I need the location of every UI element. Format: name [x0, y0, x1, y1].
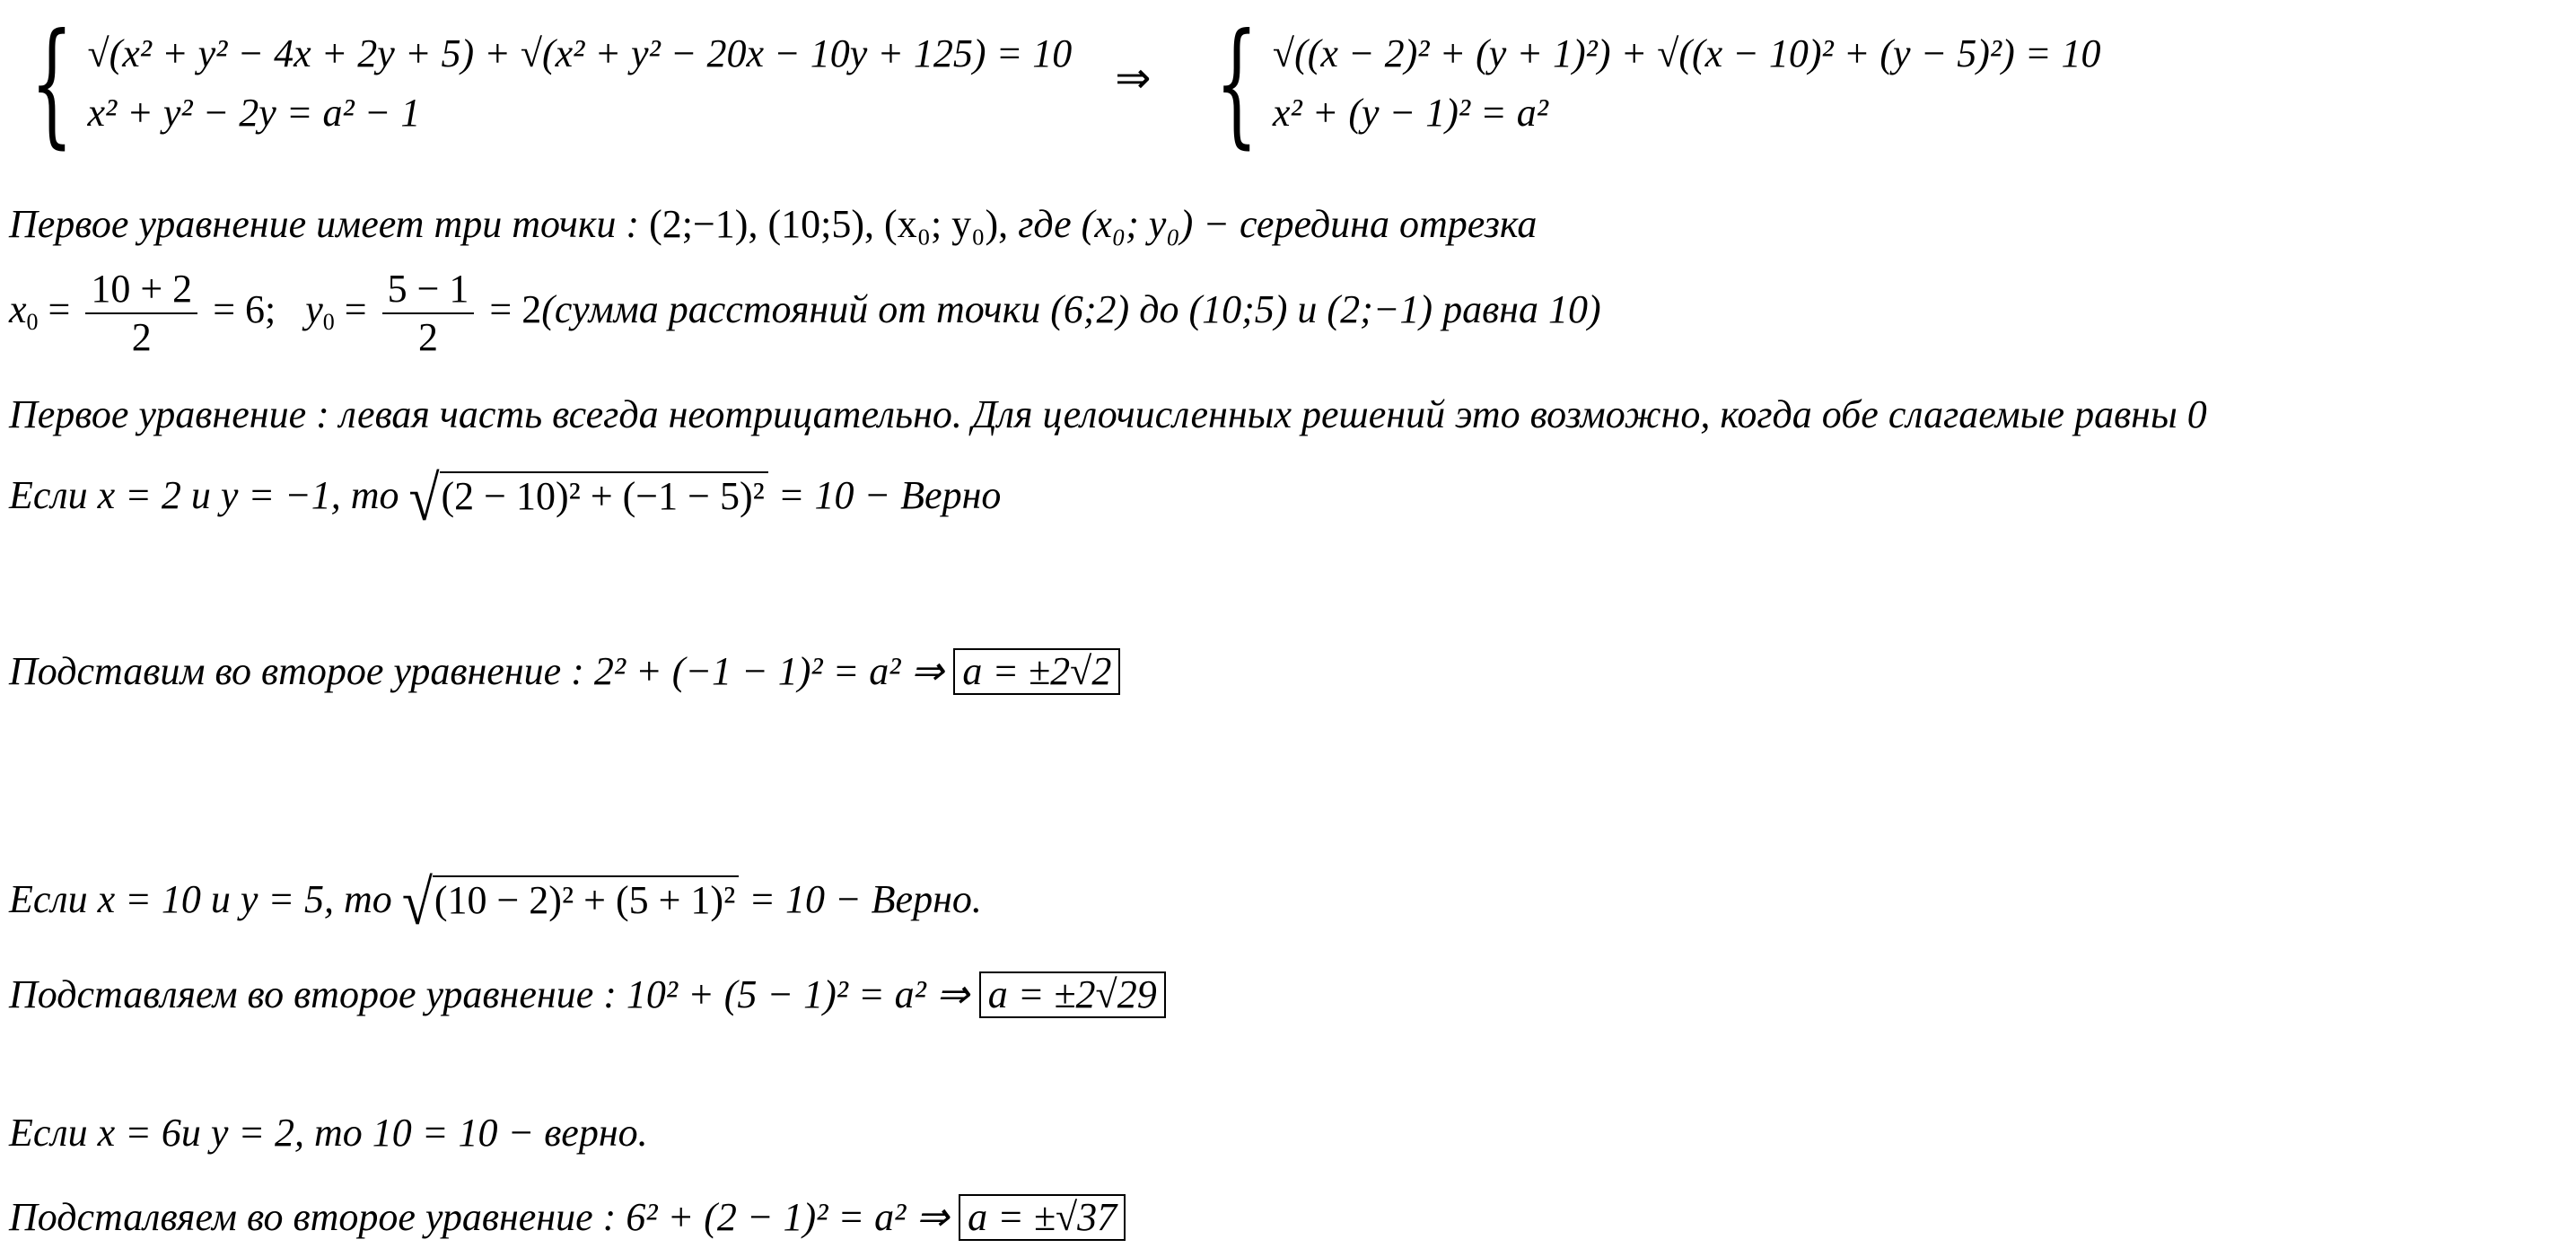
y0-numerator: 5 − 1 — [382, 269, 475, 314]
x0-denominator: 2 — [131, 315, 152, 359]
case-3-substitution — [9, 1194, 1126, 1241]
case-2-subst-text: Подставляем во второе уравнение : — [9, 972, 617, 1016]
left-brace-icon: { — [30, 5, 74, 162]
x0-value: = 6; — [213, 287, 276, 332]
system-1-row-1: √(x² + y² − 4x + 2y + 5) + √(x² + y² − 20x − 10y + 125) = 10 — [87, 31, 1073, 75]
left-brace-icon: { — [1215, 5, 1259, 162]
case-1-check — [9, 463, 1002, 535]
points-line — [9, 202, 1538, 246]
case-2-check — [9, 867, 982, 939]
points-math: (2;−1), (10;5), (x₀; y₀), — [649, 202, 1009, 246]
case-1-sqrt-arg: (2 − 10)² + (−1 − 5)² — [440, 471, 768, 527]
x0-numerator: 10 + 2 — [85, 269, 197, 314]
points-tail: где (x₀; y₀) − середина отрезка — [1018, 202, 1538, 246]
system-1-row-2: x² + y² − 2y = a² − 1 — [87, 91, 421, 135]
first-equation-note: Первое уравнение : левая часть всегда неотрицательно. Для целочисленных решений это возможно, когда обе слагаемые равны 0 — [9, 392, 2207, 436]
midpoint-line: $x_0$ = $\frac{10 + 2}{2}$ = 6; $y_0$ = $\frac{5 - 1}{2}$ = 2(сумма расстояний от точки (6;2) до (10;5) и (2;−1) равна 10) — [9, 267, 1601, 359]
system-2 — [1194, 5, 2101, 162]
case-2-condition: Если x = 10 и y = 5, то — [9, 877, 392, 922]
case-1-rhs: = 10 − Верно — [777, 473, 1002, 518]
case-2-rhs: = 10 − Верно. — [749, 877, 982, 922]
case-3-check: Если x = 6и y = 2, то 10 = 10 − верно. — [9, 1111, 648, 1155]
system-2-row-2: x² + (y − 1)² = a² — [1272, 91, 1548, 135]
y0-denominator: 2 — [418, 315, 438, 359]
case-2-substitution — [9, 971, 1166, 1018]
system-1 — [9, 5, 1073, 162]
y0-fraction — [382, 269, 475, 357]
case-1-sqrt: √ (2 − 10)² + (−1 − 5)² — [409, 471, 768, 527]
case-2-subst-math: 10² + (5 − 1)² = a² ⇒ — [626, 972, 969, 1016]
system-equations-line — [9, 5, 2101, 162]
points-text: Первое уравнение имеет три точки : — [9, 202, 640, 246]
case-3-subst-text: Подсталвяем во второе уравнение : — [9, 1195, 617, 1239]
midpoint-note: (сумма расстояний от точки (6;2) до (10;5) и (2;−1) равна 10) — [541, 287, 1601, 332]
case-1-subst-math: 2² + (−1 − 1)² = a² ⇒ — [593, 649, 944, 693]
y0-value: = 2 — [489, 287, 542, 332]
system-2-row-1: √((x − 2)² + (y + 1)²) + √((x − 10)² + (y − 5)²) = 10 — [1272, 31, 2101, 75]
case-3-answer-box: a = ±√37 — [959, 1194, 1126, 1241]
case-1-condition: Если x = 2 и y = −1, то — [9, 473, 399, 518]
case-2-sqrt-arg: (10 − 2)² + (5 + 1)² — [433, 875, 739, 931]
case-1-answer-box: a = ±2√2 — [953, 648, 1120, 695]
implies-arrow: ⇒ — [1115, 55, 1152, 103]
case-2-sqrt: √ (10 − 2)² + (5 + 1)² — [402, 875, 739, 931]
case-3-subst-math: 6² + (2 − 1)² = a² ⇒ — [626, 1195, 950, 1239]
case-1-subst-text: Подставим во второе уравнение : — [9, 649, 584, 693]
x0-fraction — [85, 269, 197, 357]
case-1-substitution — [9, 648, 1120, 695]
case-2-answer-box: a = ±2√29 — [979, 971, 1166, 1018]
